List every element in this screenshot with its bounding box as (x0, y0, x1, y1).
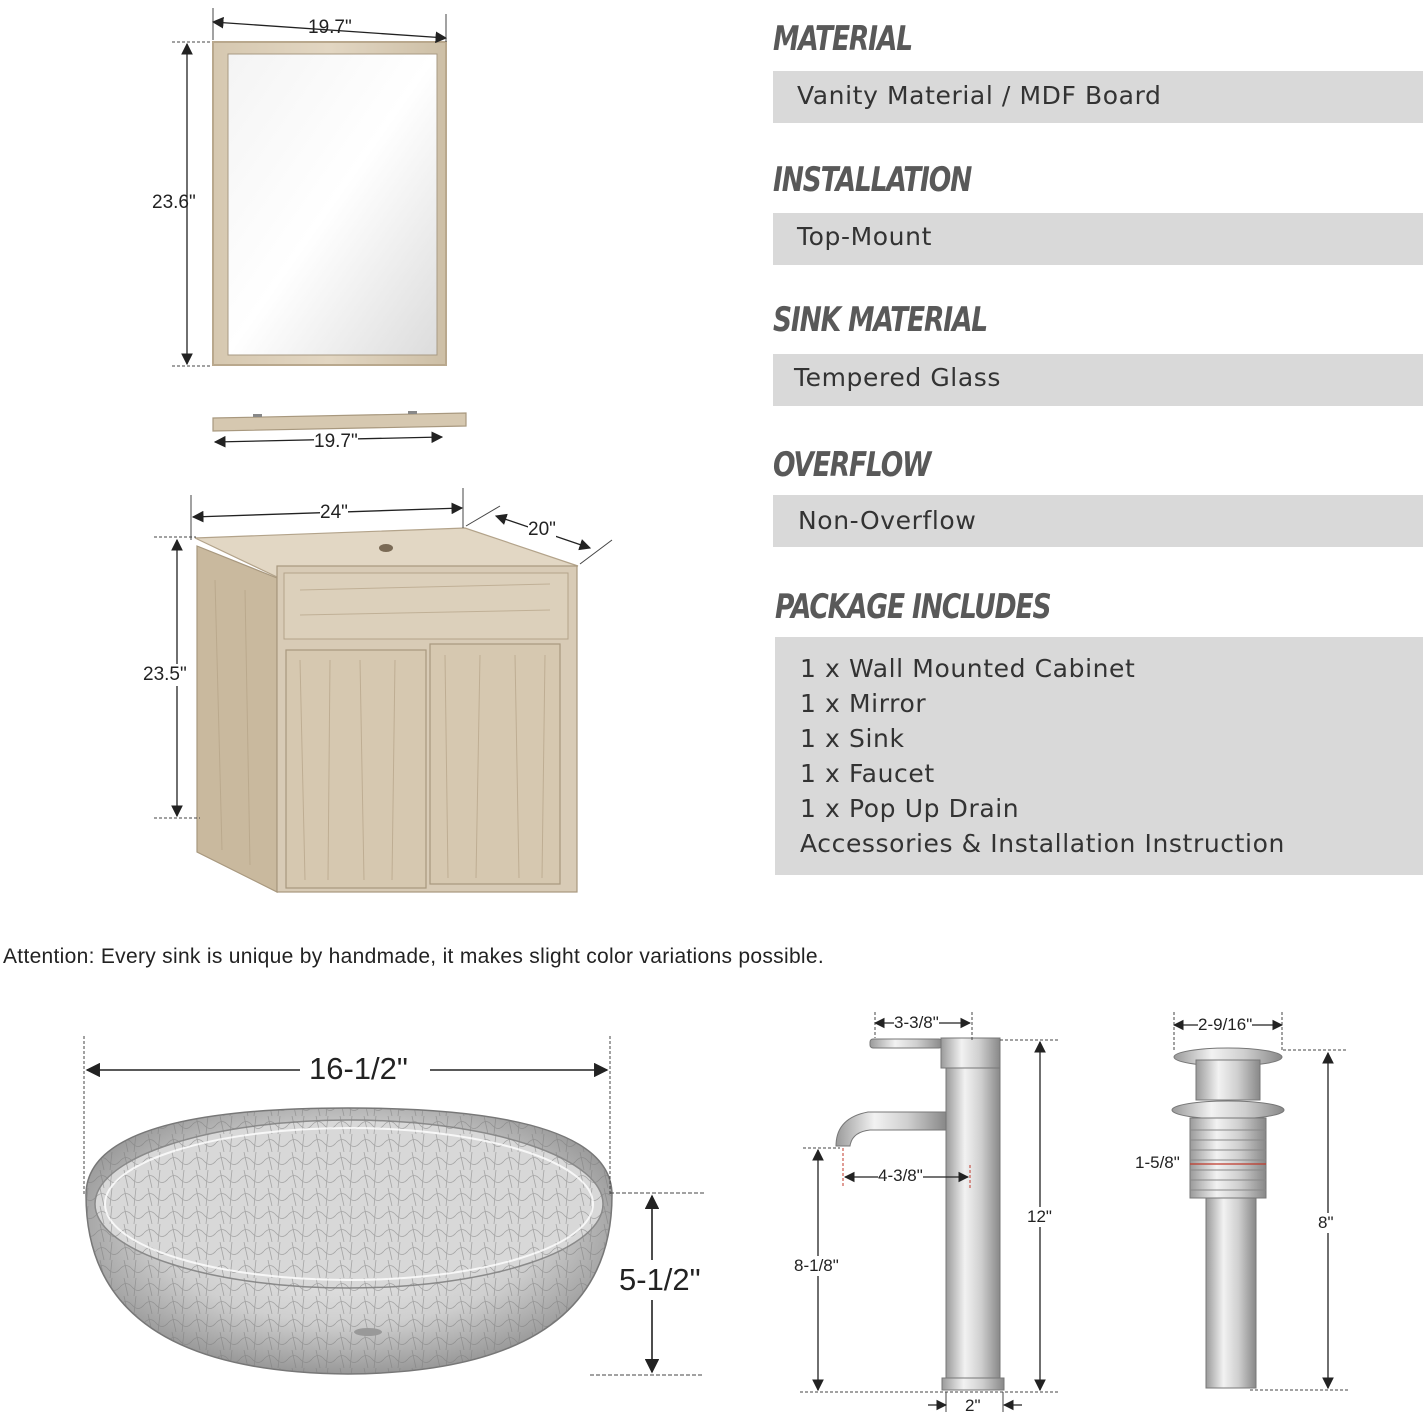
shelf-width-label: 19.7" (314, 431, 358, 452)
sink-material-title: SINK MATERIAL (773, 300, 988, 340)
installation-title: INSTALLATION (773, 160, 972, 200)
mirror-drawing (213, 42, 446, 365)
sink-diameter-label: 16-1/2" (309, 1051, 408, 1086)
cabinet-height-label: 23.5" (143, 664, 187, 685)
package-includes-title: PACKAGE INCLUDES (775, 587, 1051, 627)
sink-material-value: Tempered Glass (794, 363, 1002, 392)
vessel-sink-drawing (86, 1108, 612, 1374)
cabinet-drawing (195, 528, 578, 892)
drain-thread-label: 1-5/8" (1135, 1153, 1180, 1172)
drain-drawing (1172, 1048, 1284, 1388)
package-item: 1 x Faucet (800, 759, 935, 788)
mirror-height-label: 23.6" (152, 192, 196, 213)
package-item: 1 x Wall Mounted Cabinet (800, 654, 1136, 683)
faucet-drawing (836, 1038, 1004, 1390)
drain-height-label: 8" (1318, 1213, 1334, 1232)
faucet-reach-label: 4-3/8" (878, 1166, 923, 1185)
overflow-value: Non-Overflow (798, 506, 977, 535)
material-title: MATERIAL (773, 19, 912, 59)
package-item: Accessories & Installation Instruction (800, 829, 1285, 858)
attention-note: Attention: Every sink is unique by handmade, it makes slight color variations possible. (3, 945, 825, 968)
overflow-title: OVERFLOW (773, 445, 931, 485)
package-item: 1 x Pop Up Drain (800, 794, 1020, 823)
material-value: Vanity Material / MDF Board (797, 81, 1162, 110)
drain-top-label: 2-9/16" (1198, 1015, 1253, 1034)
shelf-drawing (213, 411, 466, 431)
cabinet-width-label: 24" (320, 502, 348, 523)
package-item: 1 x Mirror (800, 689, 927, 718)
faucet-height-label: 12" (1027, 1207, 1052, 1226)
mirror-width-label: 19.7" (308, 17, 352, 38)
package-item: 1 x Sink (800, 724, 905, 753)
faucet-spout-height-label: 8-1/8" (794, 1256, 839, 1275)
sink-height-label: 5-1/2" (619, 1262, 701, 1297)
cabinet-depth-label: 20" (528, 519, 556, 540)
installation-value: Top-Mount (797, 222, 932, 251)
faucet-base-label: 3-3/8" (894, 1013, 939, 1032)
faucet-bottom-label: 2" (965, 1396, 981, 1415)
